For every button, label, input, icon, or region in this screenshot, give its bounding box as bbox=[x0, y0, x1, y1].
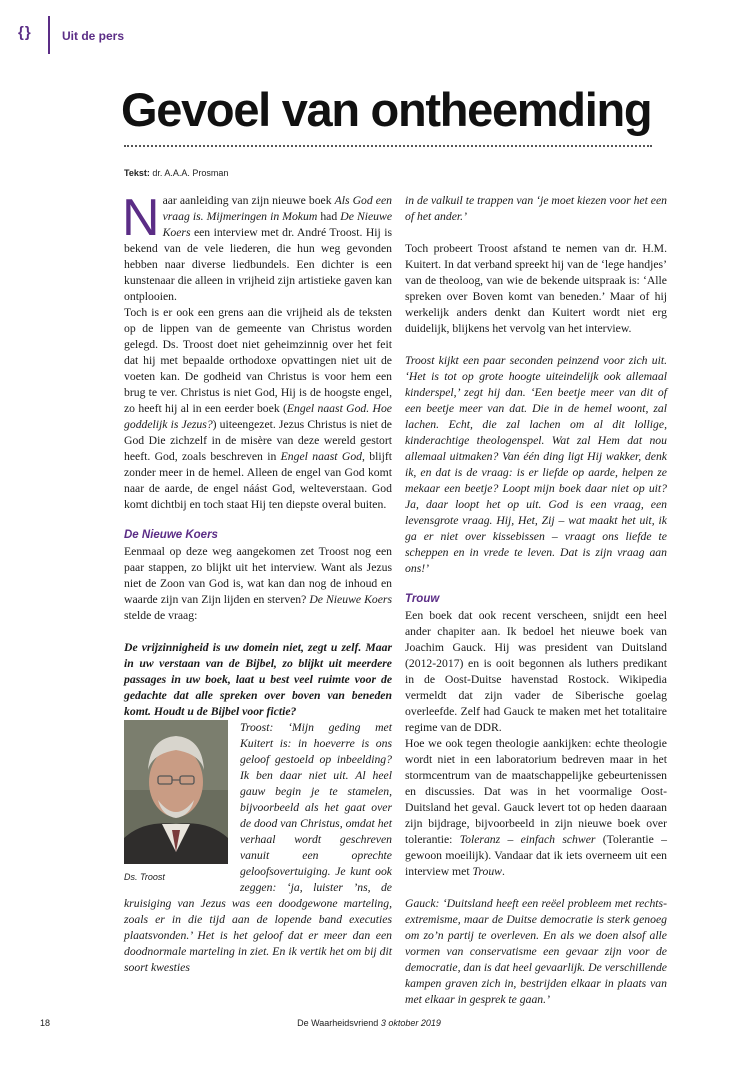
body-paragraph bbox=[124, 305, 392, 513]
body-paragraph: Toch probeert Troost afstand te nemen van dr. H.M. Kuitert. In dat verband spreekt hij van de ‘lege handjes’ van de theoloog, van wie de bekende uitspraak is: ‘Alle spreken over Boven komt van beneden.’ Maar of hij werkelijk anders denkt dan Kuitert wordt niet erg duidelijk, blijkens het vervolg van het interview. bbox=[405, 242, 667, 335]
column-left bbox=[122, 189, 393, 976]
text-run: Eenmaal op deze weg aangekomen zet Troost nog een paar stappen, zo blijkt uit het interview. Want als Jezus niet de Zoon van God is, wat kan dan nog de inhoud en waarde zijn van Zijn lijden en sterven? bbox=[124, 545, 392, 606]
answer-text: Troost: ‘Mijn geding met Kuitert is: in hoeverre is ons geloof gestoeld op inbeelding? Ik ben daar niet uit. Al heel gauw begin je te stamelen, bijvoorbeeld als het gaat over de dood van Christus, omdat het verhaal wordt geschreven vanuit een oprechte geloofsovertuiging. Je kunt ook zeggen: ‘ja, luister ’ns, de kruisiging van Jezus was een doodgewone marteling, zoals er in die tijd aan de lopende band executies plaatsvonden.’ Het is het geloof dat er meer dan een doodnormale marteling in ziet. En ik vertik het om bij dit soort kwesties bbox=[124, 721, 392, 974]
quote-paragraph bbox=[405, 353, 667, 577]
body-paragraph: Een boek dat ook recent verscheen, snijdt een heel ander chapiter aan. Ik bedoel het nieuwe boek van Joachim Gauck. Hij was president van Duitsland (2012-2017) en is ooit begonnen als luthers predikant in de Oost-Duitse havenstad Rostock. Wikipedia vermeldt dat zijn vader de Siberische goelag overleefde. Zelf had Gauck te maken met het totalitaire regime van de DDR. bbox=[405, 609, 667, 734]
dotted-divider bbox=[124, 145, 652, 147]
column-right bbox=[405, 193, 667, 1008]
byline-author: dr. A.A.A. Prosman bbox=[152, 168, 229, 178]
text-run: (Tolerantie – gewoon moeilijk). Vandaar dat ik iets overneem uit een interview met bbox=[405, 833, 667, 878]
byline-label: Tekst: bbox=[124, 168, 150, 178]
section-label: Uit de pers bbox=[62, 29, 125, 43]
text-run: had bbox=[317, 210, 341, 223]
text-run: . bbox=[501, 865, 505, 878]
magazine-name: De Nieuwe Koers bbox=[309, 593, 393, 606]
quote-paragraph bbox=[405, 896, 667, 1008]
portrait-figure bbox=[124, 720, 232, 885]
publication-footer bbox=[0, 1018, 738, 1028]
subheading: De Nieuwe Koers bbox=[124, 529, 218, 541]
magazine-name: Trouw bbox=[472, 865, 502, 878]
publication-name: De Waarheidsvriend bbox=[297, 1018, 379, 1028]
header-brace-icon: {} bbox=[18, 24, 32, 41]
intro-paragraph bbox=[122, 189, 393, 305]
text-run: stelde de vraag: bbox=[124, 609, 198, 622]
subheading: Trouw bbox=[405, 593, 440, 605]
interview-question: De vrijzinnigheid is uw domein niet, zegt u zelf. Maar in uw verstaan van de Bijbel, zo blijkt uit meerdere passages in uw boek, laat u best veel ruimte voor de gedachte dat alle spreken over boven van beneden komt. Houdt u de Bijbel voor fictie? bbox=[124, 641, 392, 718]
body-paragraph bbox=[405, 736, 667, 880]
book-title: Als God een vraag is. Mijmeringen in Mokum bbox=[162, 194, 392, 223]
photo-caption: Ds. Troost bbox=[124, 872, 165, 882]
page-number: 18 bbox=[40, 1018, 51, 1028]
magazine-name: De Nieuwe Koers bbox=[162, 210, 393, 239]
quote-text: in de valkuil te trappen van ‘je moet kiezen voor het een of het ander.’ bbox=[405, 194, 667, 223]
header-rule bbox=[48, 16, 50, 54]
book-title: Engel naast God. Hoe goddelijk is Jezus? bbox=[124, 402, 392, 431]
text-run: ) uiteengezet. Jezus Christus is niet de God Die zichzelf in de misère van deze wereld gestort heeft. God, zoals beschreven in bbox=[124, 418, 392, 463]
text-run: , blijft zonder meer in de hemel. Alleen de engel van God komt naar de aarde, de engel náást God, welteverstaan. God komt dichtbij en toch staat Hij ten diepste overal buiten. bbox=[124, 450, 392, 511]
byline bbox=[124, 168, 228, 178]
portrait-photo bbox=[124, 720, 228, 864]
drop-cap: N bbox=[122, 189, 160, 247]
article-title: Gevoel van ontheemding bbox=[121, 83, 652, 136]
quote-text: Gauck: ‘Duitsland heeft een reëel probleem met rechts-extremisme, maar de Duitse democratie is sterk genoeg om zo’n partij te overleven. En als we doen alsof alle vormen van conservatisme een gevaar zijn voor de democratie, dan is dat heel gevaarlijk. De verschillende kampen graven zich in, bestrijden elkaar in plaats van met elkaar in gesprek te gaan.’ bbox=[405, 897, 667, 1006]
body-paragraph bbox=[405, 193, 667, 225]
text-run: een interview met dr. André Troost. Hij is bekend van de vele liederen, die hun weg gevonden hebben naar diverse liedbundels. Een dichter is een kunstenaar die alleen in vrijheid zijn artistieke gaven kan ontplooien. bbox=[124, 226, 392, 303]
book-title: Engel naast God bbox=[280, 450, 363, 463]
body-paragraph bbox=[124, 544, 392, 624]
text-run: Toch is er ook een grens aan die vrijheid als de teksten op de lippen van de gemeente van Christus worden gelegd. Ds. Troost doet niet geheimzinnig over het feit dat hij met bepaalde orthodoxe opvattingen niet uit de voeten kan. De godheid van Christus is voor hem een brug te ver. Christus is niet God, Hij is de hoogste engel, zo heeft hij al in een eerder boek ( bbox=[124, 306, 392, 415]
book-title: Toleranz – einfach schwer bbox=[459, 833, 596, 846]
text-run: Hoe we ook tegen theologie aankijken: echte theologie wordt niet in een laboratorium bedreven maar in het stormcentrum van de maatschappelijke gebeurtenissen en discussies. Dat was in het voormalige Oost-Duitsland het geval. Gauck levert tot op heden daaraan zijn bijdrage, bijvoorbeeld in zijn nieuwe boek over tolerantie: bbox=[405, 737, 667, 846]
quote-text: Troost kijkt een paar seconden peinzend voor zich uit. ‘Het is tot op grote hoogte uiteindelijk ook allemaal kinderspel,’ zegt hij dan. ‘Een beetje meer van dit of een beetje meer van dat. Die in de hemel woont, zal lachen. Echt, die zal lachen om al dit lollige, kinderachtige theologenspel. Wat zal Hem dat nou allemaal uitmaken? Van één ding ligt Hij wakker, denk ik, en dat is de vraag: is er liefde op aarde, helpen ze mekaar een beetje? Loopt mijn boek daar niet op uit? Ja, daar loopt het op uit. God is een vraag, een levensgrote vraag. Hij, Het, Zij – wat maakt het uit, ik ga er niet over kissebissen – vraagt ons liefde te scheppen en in vrede te leven. Dat is zijn vraag aan ons!’ bbox=[405, 354, 667, 575]
text-run: aar aanleiding van zijn nieuwe boek bbox=[162, 194, 335, 207]
publication-date: 3 oktober 2019 bbox=[380, 1018, 441, 1028]
